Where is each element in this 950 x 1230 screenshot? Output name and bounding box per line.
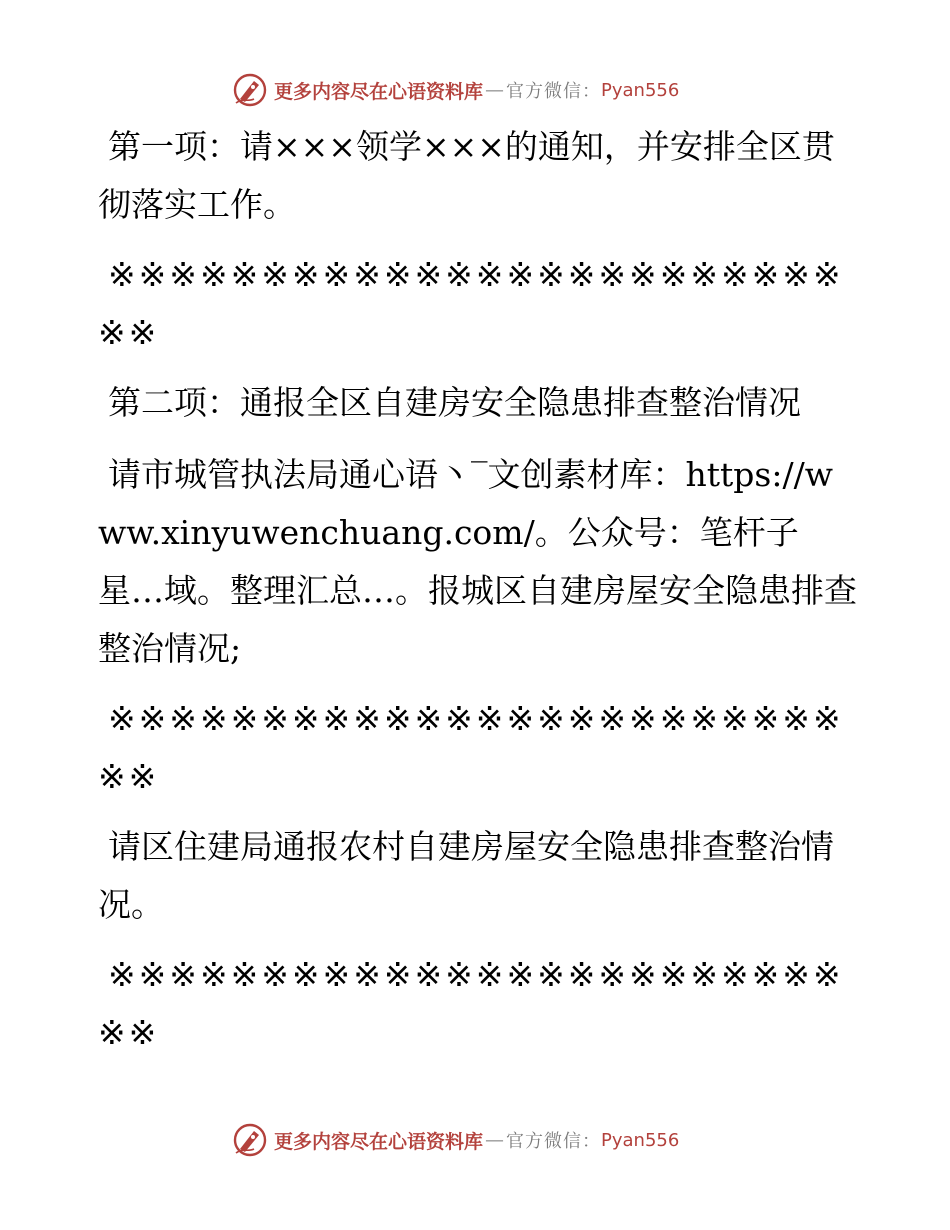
document-body bbox=[98, 118, 858, 1062]
banner-main-text: 更多内容尽在心语资料库 bbox=[274, 1130, 484, 1153]
item-two-paragraph-two: 请区住建局通报农村自建房屋安全隐患排查整治情况。 bbox=[98, 827, 834, 924]
pen-nib-circle-icon bbox=[232, 1122, 268, 1158]
banner-wechat-id: Pyan556 bbox=[601, 79, 680, 101]
item-two-title: 第二项：通报全区自建房安全隐患排查整治情况 bbox=[108, 383, 801, 422]
footer-watermark-banner bbox=[232, 1120, 679, 1160]
banner-wechat-label: 官方微信： bbox=[506, 81, 602, 102]
separator-line: ※※※※※※※※※※※※※※※※※※※※※※※※※※ bbox=[98, 255, 844, 352]
banner-dash: — bbox=[485, 1129, 505, 1151]
item-two-paragraph-one: 请市城管执法局通心语丶‾文创素材库：https://www.xinyuwenchuang.com/。公众号：笔杆子星…域。整理汇总…。报城区自建房屋安全隐患排查整治情况; bbox=[98, 455, 857, 668]
banner-wechat-id: Pyan556 bbox=[601, 1129, 680, 1151]
separator-line: ※※※※※※※※※※※※※※※※※※※※※※※※※※ bbox=[98, 699, 844, 796]
separator-line: ※※※※※※※※※※※※※※※※※※※※※※※※※※ bbox=[98, 955, 844, 1052]
item-one-paragraph: 第一项：请×××领学×××的通知，并安排全区贯彻落实工作。 bbox=[98, 127, 835, 224]
pen-nib-circle-icon bbox=[232, 72, 268, 108]
header-watermark-banner bbox=[232, 70, 679, 110]
banner-wechat-label: 官方微信： bbox=[506, 1131, 602, 1152]
banner-main-text: 更多内容尽在心语资料库 bbox=[274, 80, 484, 103]
banner-dash: — bbox=[485, 79, 505, 101]
